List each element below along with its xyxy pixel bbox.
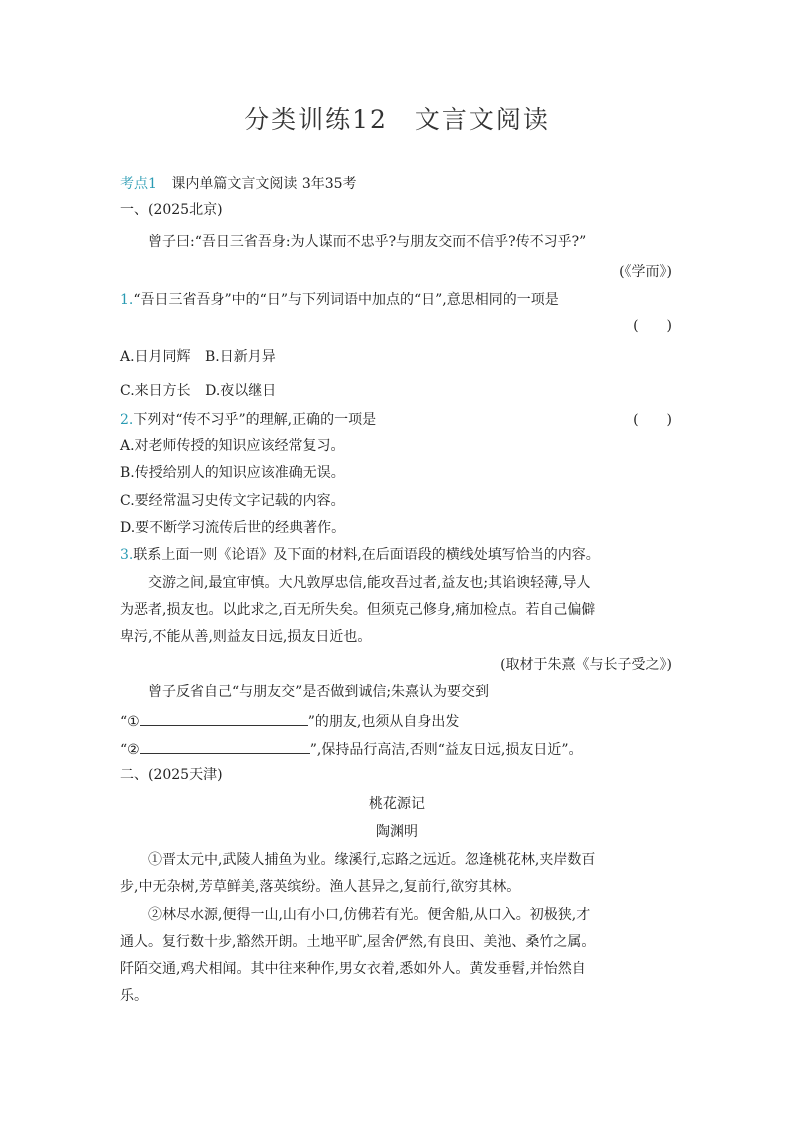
section2-header: 二、(2025天津) [120, 767, 223, 783]
kaodian-line [120, 174, 357, 194]
q3-number: 3. [120, 547, 134, 563]
q1-options-row1 [120, 347, 276, 367]
q1-option-a: A.日月同辉 [120, 349, 191, 365]
article-title: 桃花源记 [369, 796, 425, 812]
q1-answer-paren: ( ) [633, 318, 672, 334]
q1-option-d: D.夜以继日 [205, 383, 277, 399]
paragraph2-line1: ②林尽水源,便得一山,山有小口,仿佛若有光。便舍船,从口入。初极狭,才 [148, 907, 591, 923]
paragraph2-line4: 乐。 [120, 988, 148, 1004]
q2-option-c: C.要经常温习史传文字记载的内容。 [120, 493, 345, 509]
q2-option-b: B.传授给别人的知识应该准确无误。 [120, 465, 345, 481]
q1-option-c: C.来日方长 [120, 383, 191, 399]
paragraph2-line2: 通人。复行数十步,豁然开朗。土地平旷,屋舍俨然,有良田、美池、桑竹之属。 [120, 934, 596, 950]
q3-passage-line2: 为恶者,损友也。以此求之,百无所失矣。但须克己修身,痛加检点。若自己偏僻 [120, 602, 596, 618]
page-title: 分类训练12 文言文阅读 [244, 105, 550, 134]
q3-fill-2-prefix: “② [120, 742, 140, 758]
q1-options-row2 [120, 381, 276, 401]
q3-stem [120, 545, 600, 565]
kaodian-text: 课内单篇文言文阅读 3年35考 [171, 176, 357, 192]
q2-option-d: D.要不断学习流传后世的经典著作。 [120, 520, 346, 536]
q1-stem [120, 290, 559, 310]
kaodian-label: 考点1 [120, 176, 157, 192]
q3-fill-intro: 曾子反省自己“与朋友交”是否做到诚信;朱熹认为要交到 [148, 684, 490, 700]
q3-fill-1 [120, 709, 459, 732]
paragraph1-line2: 步,中无杂树,芳草鲜美,落英缤纷。渔人甚异之,复前行,欲穷其林。 [120, 879, 521, 895]
q1-number: 1. [120, 292, 134, 308]
q3-source: (取材于朱熹《与长子受之》) [500, 657, 672, 673]
article-author: 陶渊明 [376, 824, 418, 840]
section1-source: (《学而》) [619, 264, 672, 280]
paragraph1-line1: ①晋太元中,武陵人捕鱼为业。缘溪行,忘路之远近。忽逢桃花林,夹岸数百 [148, 852, 596, 868]
q3-blank-2[interactable] [140, 737, 310, 754]
q3-passage-line3: 卑污,不能从善,则益友日远,损友日近也。 [120, 629, 372, 645]
q3-fill-2-suffix: ”,保持品行高洁,否则“益友日远,损友日近”。 [309, 742, 583, 758]
section1-header: 一、(2025北京) [120, 202, 223, 218]
q3-fill-1-suffix: ”的朋友,也须从自身出发 [307, 714, 460, 730]
q2-option-a: A.对老师传授的知识应该经常复习。 [120, 438, 345, 454]
paragraph2-line3: 阡陌交通,鸡犬相闻。其中往来种作,男女衣着,悉如外人。黄发垂髫,并怡然自 [120, 961, 586, 977]
q3-text: 联系上面一则《论语》及下面的材料,在后面语段的横线处填写恰当的内容。 [133, 547, 600, 563]
q2-answer-paren: ( ) [633, 412, 672, 428]
q3-blank-1[interactable] [140, 709, 308, 726]
q1-text: “吾日三省吾身”中的“日”与下列词语中加点的“日”,意思相同的一项是 [133, 292, 559, 308]
q2-text: 下列对“传不习乎”的理解,正确的一项是 [133, 412, 377, 428]
q2-number: 2. [120, 412, 134, 428]
section1-quote: 曾子曰:“吾日三省吾身:为人谋而不忠乎?与朋友交而不信乎?传不习乎?” [148, 234, 587, 250]
q2-stem [120, 410, 376, 430]
q3-fill-1-prefix: “① [120, 714, 140, 730]
q1-option-b: B.日新月异 [205, 349, 276, 365]
q3-passage-line1: 交游之间,最宜审慎。大凡敦厚忠信,能攻吾过者,益友也;其谄谀轻薄,导人 [148, 575, 591, 591]
q3-fill-2 [120, 737, 583, 760]
